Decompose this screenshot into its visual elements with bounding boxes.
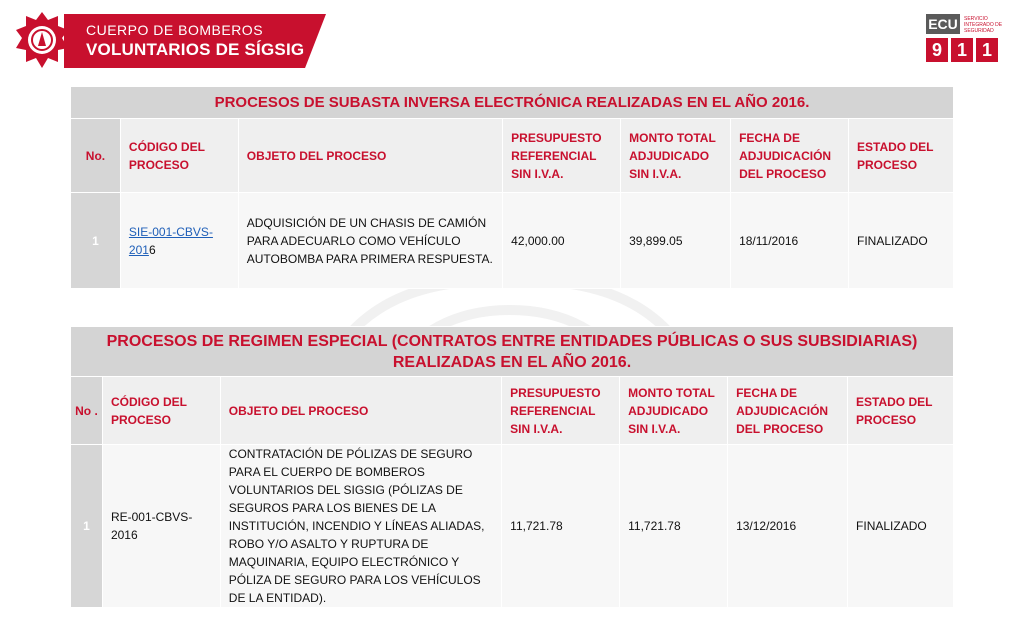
ecu-subtitle: SERVICIO INTEGRADO DE SEGURIDAD [964, 16, 1003, 34]
header-monto: MONTO TOTAL ADJUDICADO SIN I.V.A. [620, 377, 728, 445]
header-monto: MONTO TOTAL ADJUDICADO SIN I.V.A. [621, 119, 731, 193]
ecu-digit: 9 [926, 38, 948, 62]
brand-banner [8, 8, 326, 72]
table-row [71, 193, 954, 289]
cell-estado: FINALIZADO [849, 193, 954, 289]
cell-fecha: 13/12/2016 [728, 445, 848, 608]
cell-monto: 11,721.78 [620, 445, 728, 608]
cell-presupuesto: 11,721.78 [502, 445, 620, 608]
codigo-tail: 6 [148, 242, 156, 257]
ecu-digit: 1 [951, 38, 973, 62]
fire-department-emblem-icon [14, 10, 70, 70]
header-estado: ESTADO DEL PROCESO [848, 377, 954, 445]
cell-objeto: ADQUISICIÓN DE UN CHASIS DE CAMIÓN PARA ADECUARLO COMO VEHÍCULO AUTOBOMBA PARA PRIMERA RESPUESTA. [238, 193, 502, 289]
subasta-inversa-table [70, 86, 954, 289]
header-no: No . [71, 377, 103, 445]
cell-codigo: RE-001-CBVS-2016 [102, 445, 220, 608]
cell-estado: FINALIZADO [848, 445, 954, 608]
header-presupuesto: PRESUPUESTO REFERENCIAL SIN I.V.A. [502, 377, 620, 445]
header-no: No. [71, 119, 121, 193]
header-fecha: FECHA DE ADJUDICACIÓN DEL PROCESO [728, 377, 848, 445]
header-objeto: OBJETO DEL PROCESO [220, 377, 501, 445]
header-codigo: CÓDIGO DEL PROCESO [120, 119, 238, 193]
ecu-digit: 1 [976, 38, 998, 62]
regimen-especial-table [70, 326, 954, 608]
header-fecha: FECHA DE ADJUDICACIÓN DEL PROCESO [731, 119, 849, 193]
cell-objeto: CONTRATACIÓN DE PÓLIZAS DE SEGURO PARA EL CUERPO DE BOMBEROS VOLUNTARIOS DEL SIGSIG (PÓLIZAS DE SEGUROS PARA LOS BIENES DE LA INSTITUCIÓN, INCENDIO Y LÍNEAS ALIADAS, ROBO Y/O ASALTO Y RUPTURA DE MAQUINARIA, EQUIPO ELECTRÓNICO Y PÓLIZA DE SEGURO PARA LOS VEHÍCULOS DE LA ENTIDAD). [220, 445, 501, 608]
ecu-label: ECU [926, 14, 960, 34]
header-presupuesto: PRESUPUESTO REFERENCIAL SIN I.V.A. [503, 119, 621, 193]
cell-monto: 39,899.05 [621, 193, 731, 289]
cell-presupuesto: 42,000.00 [503, 193, 621, 289]
cell-fecha: 18/11/2016 [731, 193, 849, 289]
table-row [71, 445, 954, 608]
codigo-link[interactable]: SIE-001-CBVS-201 [128, 224, 213, 257]
cell-no: 1 [71, 193, 121, 289]
cell-no: 1 [71, 445, 103, 608]
ecu-911-logo [926, 14, 1010, 70]
cell-codigo [120, 193, 238, 289]
brand-line-1: CUERPO DE BOMBEROS [86, 22, 264, 38]
header-codigo: CÓDIGO DEL PROCESO [102, 377, 220, 445]
table-title: PROCESOS DE SUBASTA INVERSA ELECTRÓNICA REALIZADAS EN EL AÑO 2016. [71, 87, 954, 119]
header-estado: ESTADO DEL PROCESO [849, 119, 954, 193]
header-objeto: OBJETO DEL PROCESO [238, 119, 502, 193]
brand-line-2: VOLUNTARIOS DE SÍGSIG [86, 40, 305, 59]
table-title: PROCESOS DE REGIMEN ESPECIAL (CONTRATOS ENTRE ENTIDADES PÚBLICAS O SUS SUBSIDIARIAS) REALIZADAS EN EL AÑO 2016. [71, 327, 954, 377]
